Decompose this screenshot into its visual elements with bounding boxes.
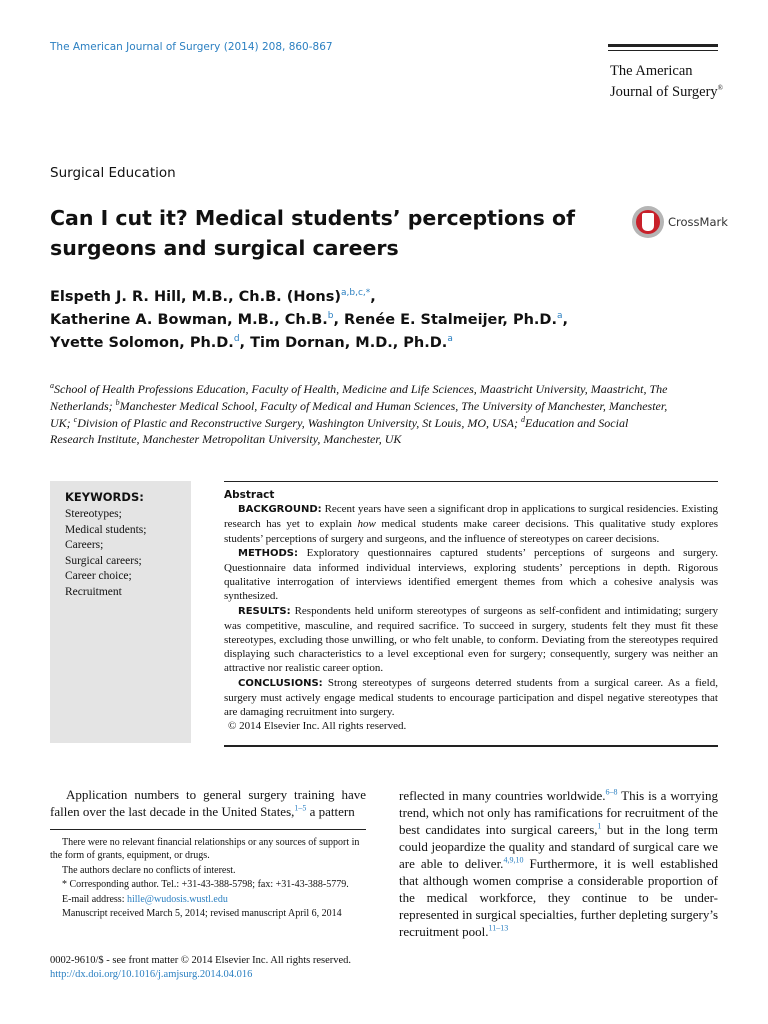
- citation-ref[interactable]: 1: [597, 821, 602, 831]
- keyword-item: Medical students;: [65, 523, 147, 536]
- affiliation-mark: b: [115, 397, 120, 407]
- abstract-section-label: BACKGROUND:: [238, 504, 322, 516]
- author-line-1: [50, 286, 650, 309]
- author-name: Yvette Solomon, Ph.D.: [50, 335, 234, 351]
- abstract-section-label: RESULTS:: [238, 605, 291, 617]
- abstract-results: RESULTS: Respondents held uniform stereotypes of surgeons as self-confident and intimidating; surgery was competitive, masculine, and required sacrifice. To succeed in surgery, students felt they must fit these stereotypes, excluding those unwilling, or who felt unable, to conform. Deviating from the stereotypes required displaying such characteristics to a level exceptional even for surgery; consequently, surgery was neither an attractive nor realistic career option.: [224, 604, 719, 675]
- author-name: Tim Dornan, M.D., Ph.D.: [250, 335, 448, 351]
- journal-logo-mark: ®: [717, 84, 723, 92]
- keywords-heading: KEYWORDS:: [65, 490, 144, 504]
- journal-logo: [610, 63, 723, 101]
- author-line-3: [50, 332, 650, 355]
- author-name: Renée E. Stalmeijer, Ph.D.: [344, 312, 557, 328]
- crossmark-badge[interactable]: [632, 206, 732, 240]
- section-label: Surgical Education: [50, 165, 176, 181]
- author-name: Katherine A. Bowman, M.B., Ch.B.: [50, 312, 328, 328]
- footnote: There were no relevant financial relationships or any sources of support in the form of grants, equipment, or drugs.: [50, 837, 360, 862]
- email-link[interactable]: hille@wudosis.wustl.edu: [126, 893, 228, 905]
- author-affiliation-marks[interactable]: a,b,c,*: [341, 288, 371, 299]
- crossmark-label: CrossMark: [668, 215, 728, 229]
- doi-link[interactable]: http://dx.doi.org/10.1016/j.amjsurg.2014.04.016: [50, 969, 253, 980]
- journal-logo-line2: [610, 80, 723, 101]
- abstract-section-label: CONCLUSIONS:: [238, 677, 323, 689]
- author-separator: ,: [239, 335, 251, 351]
- journal-logo-line1: The American: [610, 63, 693, 79]
- footnote: Manuscript received March 5, 2014; revised manuscript April 6, 2014: [62, 908, 342, 920]
- author-list: [50, 286, 650, 355]
- keyword-item: Recruitment: [65, 585, 122, 598]
- affiliation-mark: a: [50, 381, 54, 390]
- keyword-item: Careers;: [65, 539, 104, 551]
- abstract-conclusions: CONCLUSIONS: Strong stereotypes of surgeons deterred students from a surgical career. As a field, surgery must actively engage medical students to encourage participation and dispel negative stereotypes that are damaging recruitment into surgery.: [224, 676, 718, 719]
- abstract-rule-bottom: [224, 745, 718, 747]
- author-affiliation-marks[interactable]: a: [556, 311, 563, 322]
- author-separator: ,: [370, 289, 376, 305]
- masthead-rule: [608, 44, 718, 47]
- affiliation-text: Manchester Medical School, Faculty of Medical and Human Sciences, The University of Manchester, Manchester, UK;: [50, 398, 668, 430]
- citation-ref[interactable]: 1–5: [294, 803, 307, 813]
- affiliation-text: School of Health Professions Education, Faculty of Health, Medicine and Life Sciences, Maastricht University, Maastricht, The Netherlands;: [50, 382, 668, 413]
- keyword-item: Stereotypes;: [65, 508, 122, 520]
- footnotes: [50, 836, 368, 921]
- author-affiliation-marks[interactable]: a: [447, 334, 453, 345]
- citation-ref[interactable]: 4,9,10: [503, 855, 524, 865]
- issn-line: 0002-9610/$ - see front matter © 2014 Elsevier Inc. All rights reserved.: [50, 955, 352, 966]
- footnote-rule: [50, 829, 366, 830]
- author-affiliation-marks[interactable]: d: [233, 334, 240, 345]
- affiliation-text: Education and Social Research Institute, Manchester Metropolitan University, Manchester, UK: [50, 415, 629, 447]
- abstract-copyright: © 2014 Elsevier Inc. All rights reserved.: [228, 720, 407, 733]
- journal-logo-line2-text: Journal of Surgery: [610, 83, 718, 100]
- abstract: [224, 488, 718, 733]
- abstract-background: BACKGROUND: Recent years have seen a significant drop in applications to surgical residencies. Existing research has yet to explain how medical students make career decisions. This qualitative study explores students’ perceptions of surgery and surgeons, and the influence of stereotypes on career decisions.: [224, 503, 719, 545]
- keywords-box: [50, 481, 191, 743]
- journal-citation: The American Journal of Surgery (2014) 208, 860-867: [50, 41, 333, 53]
- footnote: * Corresponding author. Tel.: +31-43-388-5798; fax: +31-43-388-5779.: [62, 879, 349, 891]
- affiliation-mark: c: [73, 414, 78, 424]
- affiliations: [50, 381, 670, 448]
- citation-ref[interactable]: 11–13: [488, 923, 509, 933]
- affiliation-text: Division of Plastic and Reconstructive Surgery, Washington University, St Louis, MO, USA;: [77, 415, 521, 430]
- footnote: The authors declare no conflicts of interest.: [62, 864, 236, 876]
- abstract-methods: METHODS: Exploratory questionnaires captured students’ perceptions of surgeons and surgery. Questionnaire data informed individual interviews, exploring students’ perceptions in depth. Rigorous qualitative interrogation of interviews identified emergent themes from which a cohesive analysis was synthesized.: [224, 546, 718, 603]
- keyword-item: Surgical careers;: [65, 554, 142, 567]
- affiliation-mark: d: [520, 414, 525, 424]
- author-name: Elspeth J. R. Hill, M.B., Ch.B. (Hons): [50, 289, 342, 305]
- front-matter: [50, 954, 380, 982]
- body-right-paragraph: reflected in many countries worldwide.$^{6-8}$ This is a worrying trend, which not only has ramifications for recruitment of the best candidates into surgical careers,$^1$ but in the long term could jeopardize the quality and standard of surgical care we are able to deliver.$^{4,9,10}$ Furthermore, it is well established that although women comprise a considerable proportion of the medical workforce, they continue to be under-represented in surgical specialties, further depleting surgery’s recruitment pool.$^{11-13}$: [399, 787, 719, 939]
- abstract-section-label: METHODS:: [238, 547, 298, 559]
- keywords-list: [65, 507, 146, 600]
- author-line-2: [50, 309, 650, 332]
- author-separator: ,: [333, 312, 345, 328]
- footnote-email: E-mail address: hille@wudosis.wustl.edu: [62, 893, 228, 905]
- author-affiliation-marks[interactable]: b: [327, 311, 334, 322]
- citation-ref[interactable]: 6–8: [605, 787, 618, 797]
- article-title: Can I cut it? Medical students’ perceptions of surgeons and surgical careers: [50, 206, 576, 260]
- masthead-rule-thin: [608, 50, 718, 51]
- corresponding-author-star[interactable]: *: [365, 288, 371, 299]
- crossmark-icon: [632, 206, 664, 238]
- body-left-paragraph: Application numbers to general surgery training have fallen over the last decade in the United States,$^{1-5}$ a pattern: [50, 787, 366, 819]
- keyword-item: Career choice;: [65, 570, 132, 582]
- abstract-rule-top: [224, 481, 718, 482]
- author-separator: ,: [562, 312, 569, 328]
- abstract-heading: Abstract: [224, 489, 275, 501]
